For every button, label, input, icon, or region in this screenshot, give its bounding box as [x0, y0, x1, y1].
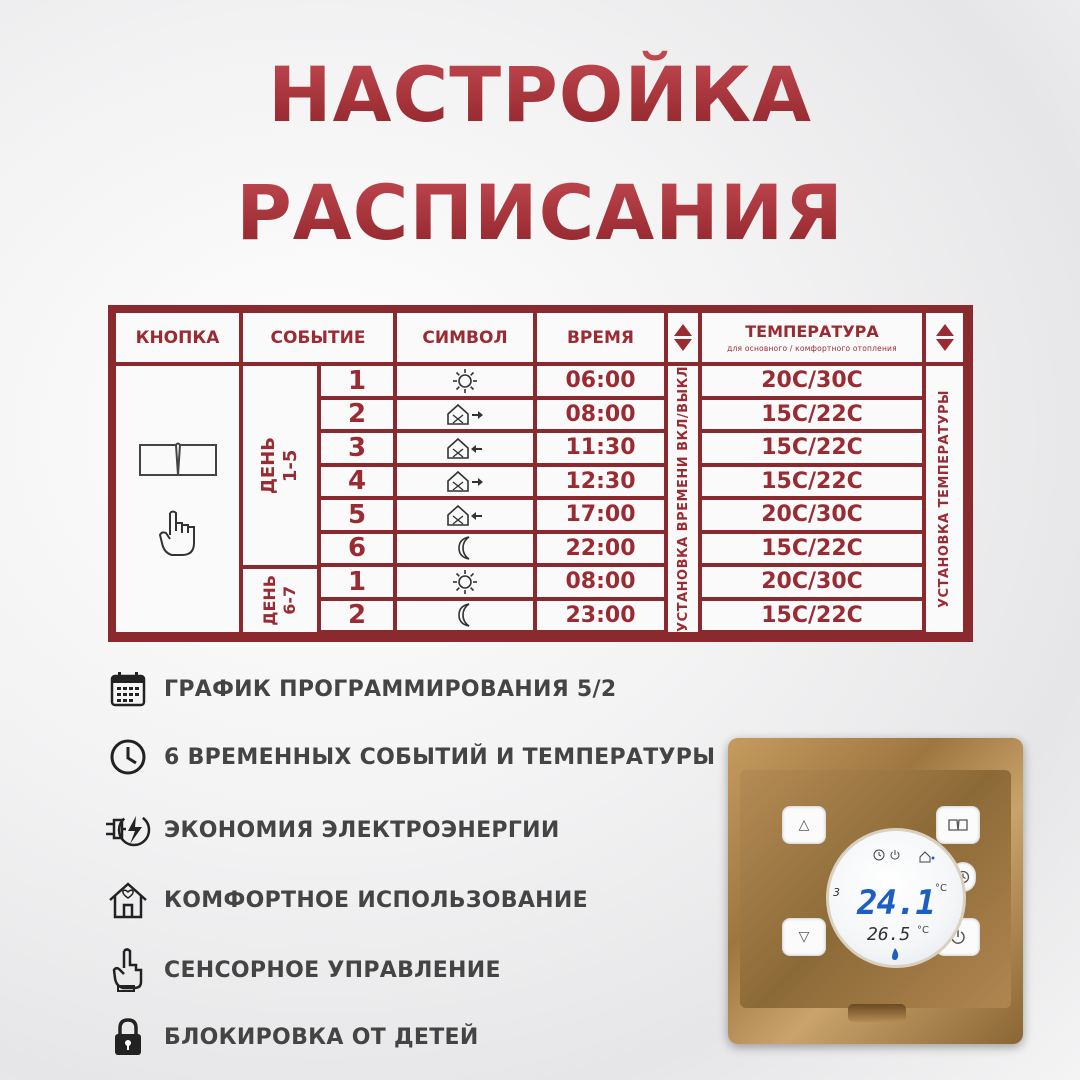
- event-temperature: 15С/22С: [702, 534, 922, 564]
- up-button: △: [782, 806, 826, 844]
- event-temperature: 20С/30С: [702, 500, 922, 530]
- feature-label: БЛОКИРОВКА ОТ ДЕТЕЙ: [164, 1024, 479, 1050]
- day-group-1-5: [243, 366, 317, 565]
- event-temperature: 20С/30С: [702, 567, 922, 597]
- up-down-arrows-icon: [926, 313, 963, 362]
- header-symbol: СИМВОЛ: [397, 313, 533, 362]
- event-number: 4: [321, 467, 393, 497]
- up-down-arrows-icon: [668, 313, 698, 362]
- event-number: 5: [321, 500, 393, 530]
- event-time: 17:00: [537, 500, 664, 530]
- temp-setting-label: УСТАНОВКА ТЕМПЕРАТУРЫ: [937, 390, 952, 608]
- event-time: 06:00: [537, 366, 664, 396]
- return-home-icon: [445, 503, 485, 527]
- program-number: 3: [833, 886, 840, 899]
- device-slot: [848, 1004, 906, 1022]
- thermostat-device: [728, 738, 1023, 1044]
- flame-icon: [889, 947, 901, 961]
- moon-icon: [454, 602, 476, 628]
- event-symbol: [397, 433, 533, 463]
- time-setting-label-cell: [668, 366, 698, 632]
- event-temperature: 15С/22С: [702, 467, 922, 497]
- feature-item: [104, 808, 560, 852]
- power-icon: [889, 849, 901, 861]
- home-icon: [919, 851, 935, 863]
- book-icon: [136, 439, 220, 479]
- event-time: 08:00: [537, 400, 664, 430]
- lock-icon: [104, 1015, 152, 1059]
- sun-icon: [452, 368, 478, 394]
- event-symbol: [397, 534, 533, 564]
- lcd-screen: [826, 828, 966, 968]
- event-symbol: [397, 567, 533, 597]
- feature-item: [104, 1015, 479, 1059]
- day-group-6-7-label: ДЕНЬ 6-7: [260, 575, 299, 626]
- current-temperature: 24.1: [857, 883, 935, 923]
- calendar-icon: [104, 667, 152, 711]
- event-time: 22:00: [537, 534, 664, 564]
- event-number: 6: [321, 534, 393, 564]
- feature-item: [104, 878, 588, 922]
- temp-setting-label-cell: [926, 366, 963, 632]
- menu-book-button: [936, 806, 980, 844]
- device-faceplate: [740, 770, 1011, 1008]
- event-time: 08:00: [537, 567, 664, 597]
- event-symbol: [397, 400, 533, 430]
- event-time: 12:30: [537, 467, 664, 497]
- event-number: 1: [321, 567, 393, 597]
- temp-unit: °C: [935, 883, 947, 894]
- feature-label: ЭКОНОМИЯ ЭЛЕКТРОЭНЕРГИИ: [164, 817, 560, 843]
- header-temperature-label: ТЕМПЕРАТУРА: [745, 322, 879, 341]
- return-home-icon: [445, 436, 485, 460]
- event-temperature: 20С/30С: [702, 366, 922, 396]
- clock-icon: [873, 849, 885, 861]
- event-time: 11:30: [537, 433, 664, 463]
- day-group-6-7: [243, 569, 317, 632]
- time-setting-label: УСТАНОВКА ВРЕМЕНИ ВКЛ/ВЫКЛ: [675, 366, 691, 632]
- day-group-1-5-label: ДЕНЬ 1-5: [258, 436, 301, 495]
- button-column: [116, 366, 239, 632]
- set-temperature: 26.5: [867, 924, 911, 945]
- feature-item: [104, 735, 715, 779]
- event-temperature: 15С/22С: [702, 601, 922, 631]
- moon-icon: [454, 535, 476, 561]
- header-time: ВРЕМЯ: [537, 313, 664, 362]
- schedule-table: [108, 305, 973, 642]
- title-line-1: НАСТРОЙКА: [0, 50, 1080, 139]
- feature-label: ГРАФИК ПРОГРАММИРОВАНИЯ 5/2: [164, 676, 617, 702]
- title-line-2: РАСПИСАНИЯ: [0, 168, 1080, 257]
- event-number: 3: [321, 433, 393, 463]
- sun-icon: [452, 569, 478, 595]
- event-number: 2: [321, 400, 393, 430]
- leave-home-icon: [445, 469, 485, 493]
- header-event: СОБЫТИЕ: [243, 313, 393, 362]
- event-time: 23:00: [537, 601, 664, 631]
- feature-item: [104, 667, 616, 711]
- leave-home-icon: [445, 402, 485, 426]
- feature-item: [104, 948, 501, 992]
- event-symbol: [397, 500, 533, 530]
- event-temperature: 15С/22С: [702, 433, 922, 463]
- book-icon: [948, 818, 968, 832]
- event-symbol: [397, 601, 533, 631]
- touch-hand-icon: [104, 948, 152, 992]
- down-button: ▽: [782, 918, 826, 956]
- feature-label: 6 ВРЕМЕННЫХ СОБЫТИЙ И ТЕМПЕРАТУРЫ: [164, 744, 716, 770]
- event-number: 1: [321, 366, 393, 396]
- set-temp-unit: °C: [917, 925, 929, 936]
- feature-label: СЕНСОРНОЕ УПРАВЛЕНИЕ: [164, 957, 501, 983]
- header-temperature-sub: для основного / комфортного отопления: [727, 344, 897, 353]
- header-button: КНОПКА: [116, 313, 239, 362]
- event-number: 2: [321, 601, 393, 631]
- event-symbol: [397, 467, 533, 497]
- home-icon: [104, 878, 152, 922]
- header-temperature: [702, 313, 922, 362]
- clock-icon: [104, 735, 152, 779]
- event-symbol: [397, 366, 533, 396]
- touch-hand-icon: [156, 509, 200, 559]
- event-temperature: 15С/22С: [702, 400, 922, 430]
- feature-label: КОМФОРТНОЕ ИСПОЛЬЗОВАНИЕ: [164, 887, 588, 913]
- power-plug-icon: [104, 808, 152, 852]
